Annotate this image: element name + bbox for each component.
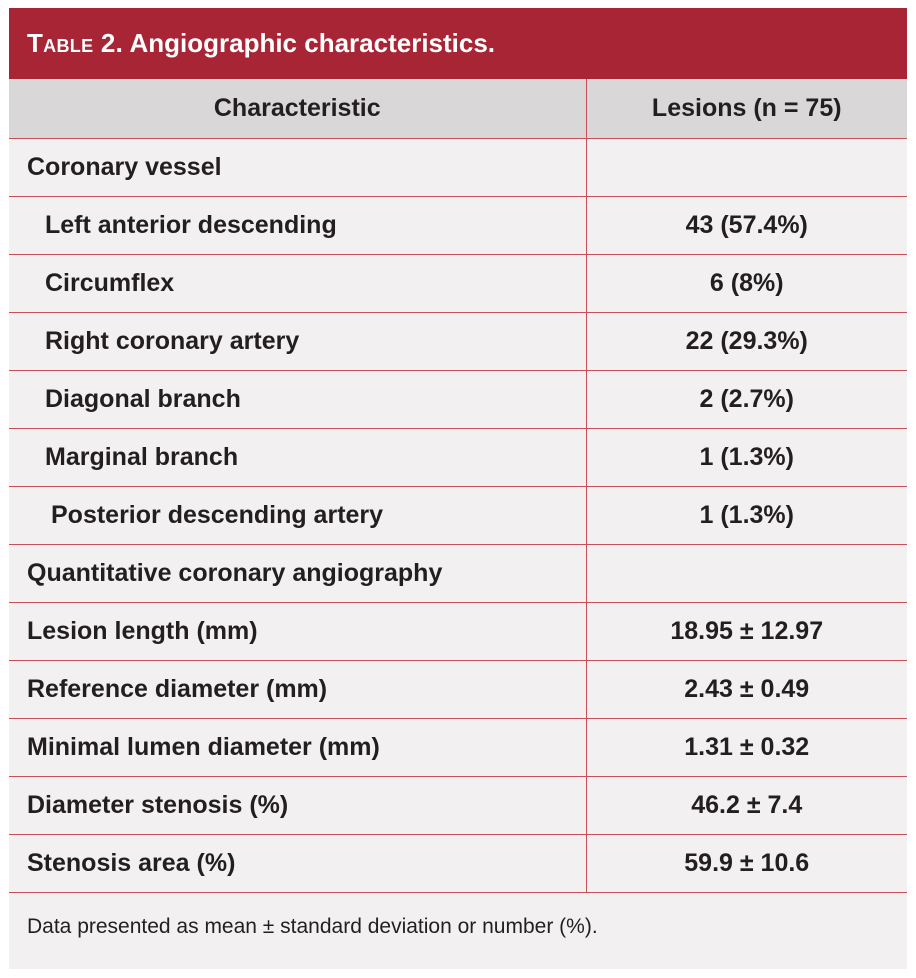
row-label: Minimal lumen diameter (mm)	[9, 718, 586, 776]
row-value: 22 (29.3%)	[586, 312, 907, 370]
row-value: 59.9 ± 10.6	[586, 834, 907, 892]
column-header-characteristic: Characteristic	[9, 79, 586, 138]
row-label: Reference diameter (mm)	[9, 660, 586, 718]
row-value: 18.95 ± 12.97	[586, 602, 907, 660]
table-caption: Angiographic characteristics.	[129, 28, 496, 58]
row-label: Lesion length (mm)	[9, 602, 586, 660]
table-row	[9, 602, 907, 660]
angiographic-table	[9, 79, 907, 893]
row-value: 1 (1.3%)	[586, 428, 907, 486]
table-row	[9, 312, 907, 370]
row-value: 6 (8%)	[586, 254, 907, 312]
table-title	[9, 8, 907, 79]
row-label: Posterior descending artery	[9, 486, 586, 544]
table-row	[9, 428, 907, 486]
table-row	[9, 254, 907, 312]
table-row	[9, 196, 907, 254]
header-row	[9, 79, 907, 138]
table-row	[9, 718, 907, 776]
row-label: Diagonal branch	[9, 370, 586, 428]
row-label: Diameter stenosis (%)	[9, 776, 586, 834]
row-label: Quantitative coronary angiography	[9, 544, 586, 602]
row-label: Coronary vessel	[9, 138, 586, 196]
table-row	[9, 660, 907, 718]
row-value: 46.2 ± 7.4	[586, 776, 907, 834]
table-row	[9, 834, 907, 892]
row-label: Marginal branch	[9, 428, 586, 486]
table-row	[9, 776, 907, 834]
column-header-lesions: Lesions (n = 75)	[586, 79, 907, 138]
table-row	[9, 486, 907, 544]
row-value: 1.31 ± 0.32	[586, 718, 907, 776]
table-footnote: Data presented as mean ± standard deviation or number (%).	[27, 914, 598, 938]
row-value	[586, 544, 907, 602]
table-card	[9, 8, 907, 969]
row-label: Left anterior descending	[9, 196, 586, 254]
table-row-section-coronary-vessel	[9, 138, 907, 196]
row-label: Right coronary artery	[9, 312, 586, 370]
row-value	[586, 138, 907, 196]
row-value: 43 (57.4%)	[586, 196, 907, 254]
row-value: 2 (2.7%)	[586, 370, 907, 428]
table-row-section-qca	[9, 544, 907, 602]
row-value: 2.43 ± 0.49	[586, 660, 907, 718]
row-value: 1 (1.3%)	[586, 486, 907, 544]
table-row	[9, 370, 907, 428]
row-label: Stenosis area (%)	[9, 834, 586, 892]
row-label: Circumflex	[9, 254, 586, 312]
table-number: Table 2.	[27, 28, 124, 58]
